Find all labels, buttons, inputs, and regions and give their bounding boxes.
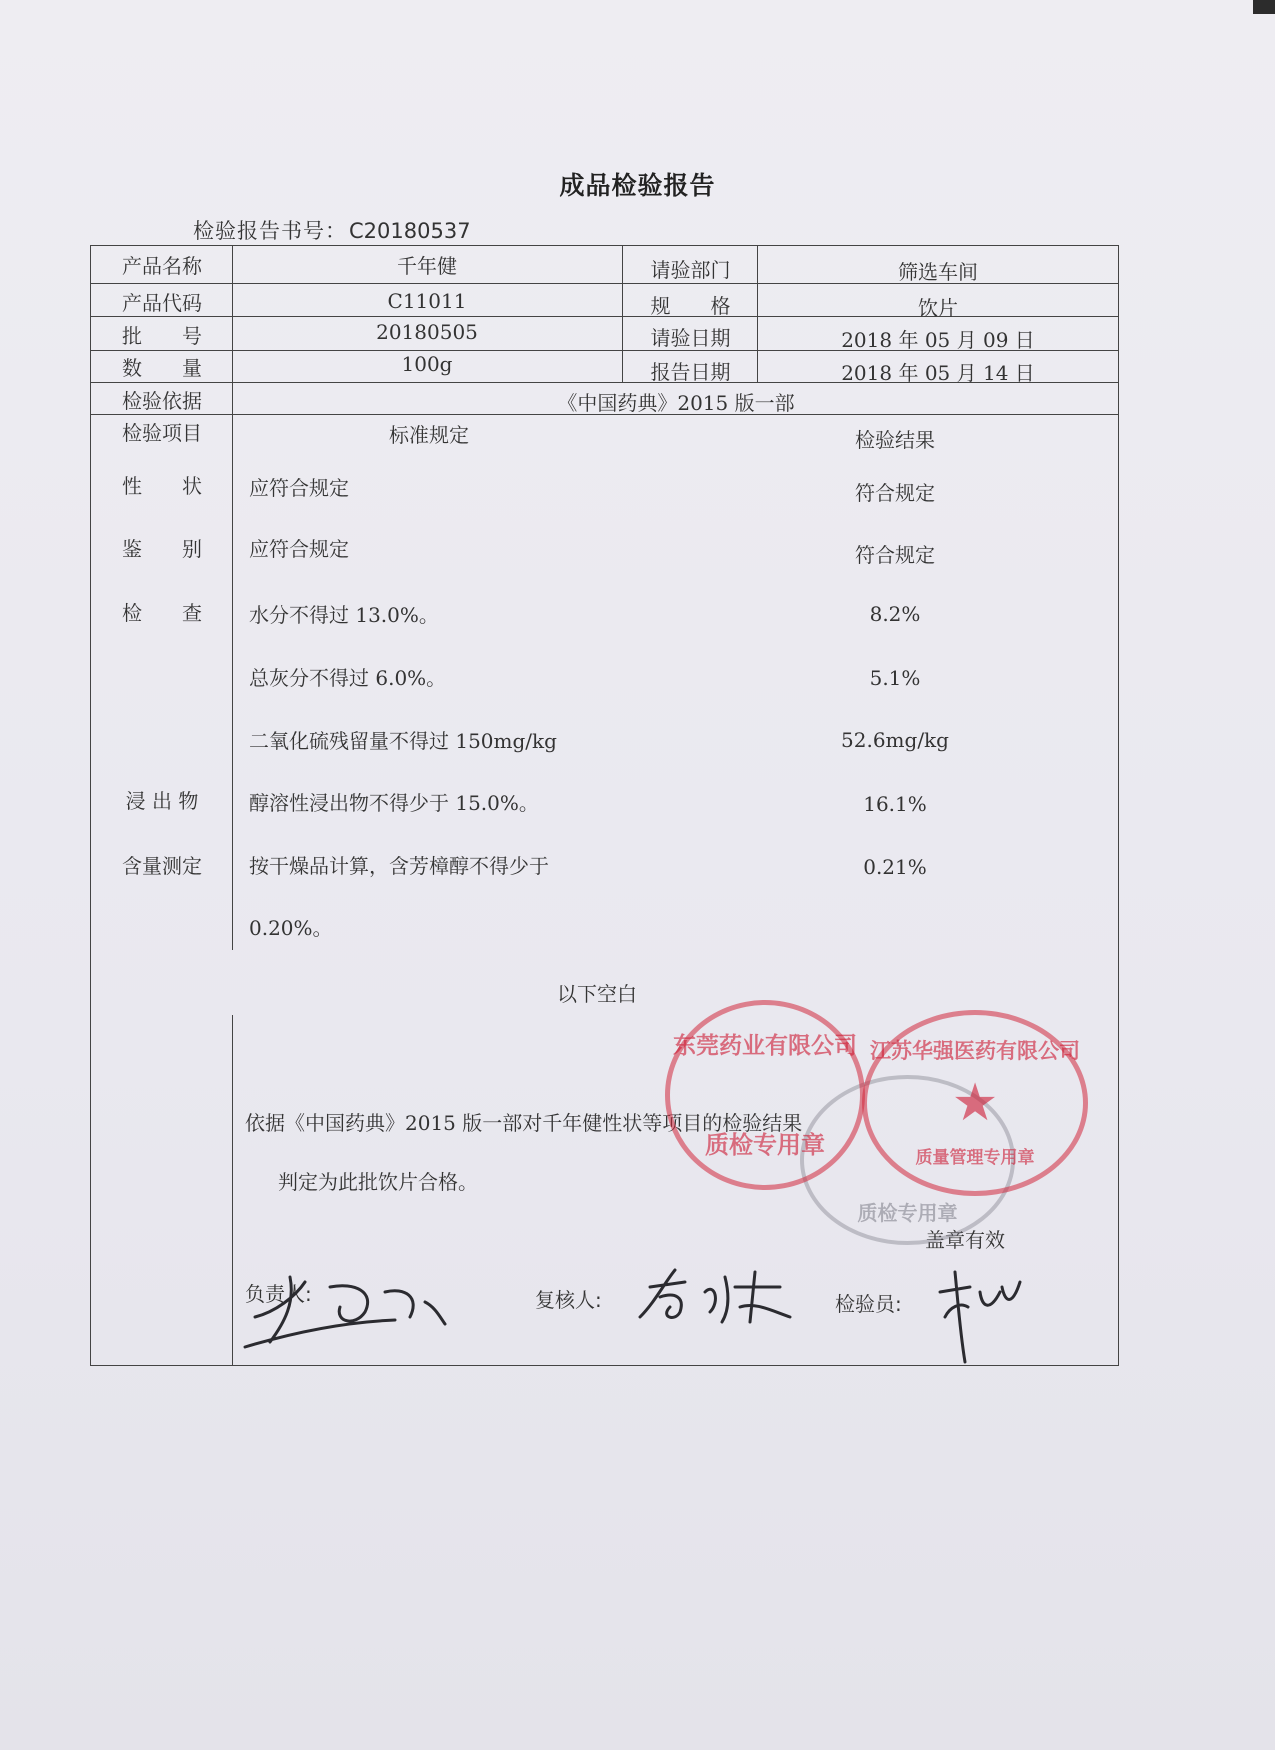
batch-no-label: 批 号 bbox=[122, 324, 202, 348]
item-result: 5.1% bbox=[869, 666, 921, 690]
item-standard: 应符合规定 bbox=[249, 476, 349, 500]
quantity-value: 100g bbox=[401, 352, 453, 376]
seal-ring-text: 东莞药业有限公司 bbox=[673, 1033, 857, 1059]
col-item-header: 检验项目 bbox=[122, 421, 202, 445]
spec-label: 规 格 bbox=[650, 294, 731, 318]
inspector-label: 检验员: bbox=[835, 1292, 902, 1316]
product-code-label: 产品代码 bbox=[122, 291, 202, 315]
report-title: 成品检验报告 bbox=[559, 171, 716, 200]
seal-ring-text: 江苏华强医药有限公司 bbox=[870, 1039, 1080, 1063]
item-standard: 水分不得过 13.0%。 bbox=[249, 603, 439, 627]
basis-label: 检验依据 bbox=[122, 389, 202, 413]
reviewer-signature bbox=[630, 1262, 800, 1332]
seal-valid-note: 盖章有效 bbox=[925, 1228, 1005, 1252]
item-result: 16.1% bbox=[863, 792, 927, 816]
item-name: 性 状 bbox=[122, 474, 202, 498]
item-result: 0.21% bbox=[863, 855, 927, 879]
seal-center-text: 质量管理专用章 bbox=[915, 1148, 1035, 1168]
request-dept-label: 请验部门 bbox=[650, 258, 731, 282]
item-name: 检 查 bbox=[122, 601, 202, 625]
report-date-label: 报告日期 bbox=[650, 360, 731, 384]
company-seal-dongguan bbox=[665, 1000, 865, 1190]
quantity-label: 数 量 bbox=[122, 356, 202, 380]
item-standard: 应符合规定 bbox=[249, 537, 349, 561]
item-name: 含量测定 bbox=[122, 854, 202, 878]
inspector-signature bbox=[920, 1262, 1030, 1372]
item-standard: 按干燥品计算，含芳樟醇不得少于 bbox=[249, 854, 549, 878]
spec-value: 饮片 bbox=[918, 296, 958, 320]
product-code-value: C11011 bbox=[387, 289, 467, 313]
item-result: 52.6mg/kg bbox=[841, 728, 949, 752]
batch-no-value: 20180505 bbox=[376, 320, 478, 344]
seal-center-text: 质检专用章 bbox=[705, 1131, 825, 1159]
request-date-value: 2018 年 05 月 09 日 bbox=[841, 328, 1035, 352]
item-standard: 醇溶性浸出物不得少于 15.0%。 bbox=[249, 791, 539, 815]
seal-star-icon: ★ bbox=[951, 1073, 999, 1133]
product-name-label: 产品名称 bbox=[122, 254, 202, 278]
blank-below-note: 以下空白 bbox=[557, 982, 637, 1006]
basis-value: 《中国药典》2015 版一部 bbox=[557, 391, 795, 415]
responsible-label: 负责人: bbox=[245, 1282, 312, 1306]
report-number-value: C20180537 bbox=[349, 219, 471, 243]
request-date-label: 请验日期 bbox=[650, 326, 731, 350]
product-name-value: 千年健 bbox=[397, 254, 457, 278]
item-name: 鉴 别 bbox=[122, 537, 202, 561]
conclusion-line-1: 依据《中国药典》2015 版一部对千年健性状等项目的检验结果 bbox=[245, 1111, 803, 1135]
faint-stamp-center: 质检专用章 bbox=[857, 1201, 958, 1225]
scan-corner-mark bbox=[1253, 0, 1275, 14]
item-result: 符合规定 bbox=[855, 481, 935, 505]
conclusion-line-2: 判定为此批饮片合格。 bbox=[278, 1170, 478, 1194]
col-result-header: 检验结果 bbox=[855, 428, 935, 452]
responsible-signature bbox=[235, 1262, 495, 1352]
item-standard: 总灰分不得过 6.0%。 bbox=[249, 666, 447, 690]
item-result: 符合规定 bbox=[855, 543, 935, 567]
item-result: 8.2% bbox=[869, 602, 921, 626]
report-date-value: 2018 年 05 月 14 日 bbox=[841, 361, 1035, 385]
report-number bbox=[193, 215, 471, 245]
item-standard: 0.20%。 bbox=[249, 916, 333, 940]
reviewer-label: 复核人: bbox=[535, 1288, 602, 1312]
item-name: 浸 出 物 bbox=[125, 789, 199, 813]
col-standard-header: 标准规定 bbox=[389, 423, 469, 447]
report-number-label: 检验报告书号： bbox=[193, 219, 347, 243]
company-seal-huaqiang bbox=[862, 1010, 1088, 1196]
item-standard: 二氧化硫残留量不得过 150mg/kg bbox=[249, 729, 557, 753]
request-dept-value: 筛选车间 bbox=[898, 260, 978, 284]
